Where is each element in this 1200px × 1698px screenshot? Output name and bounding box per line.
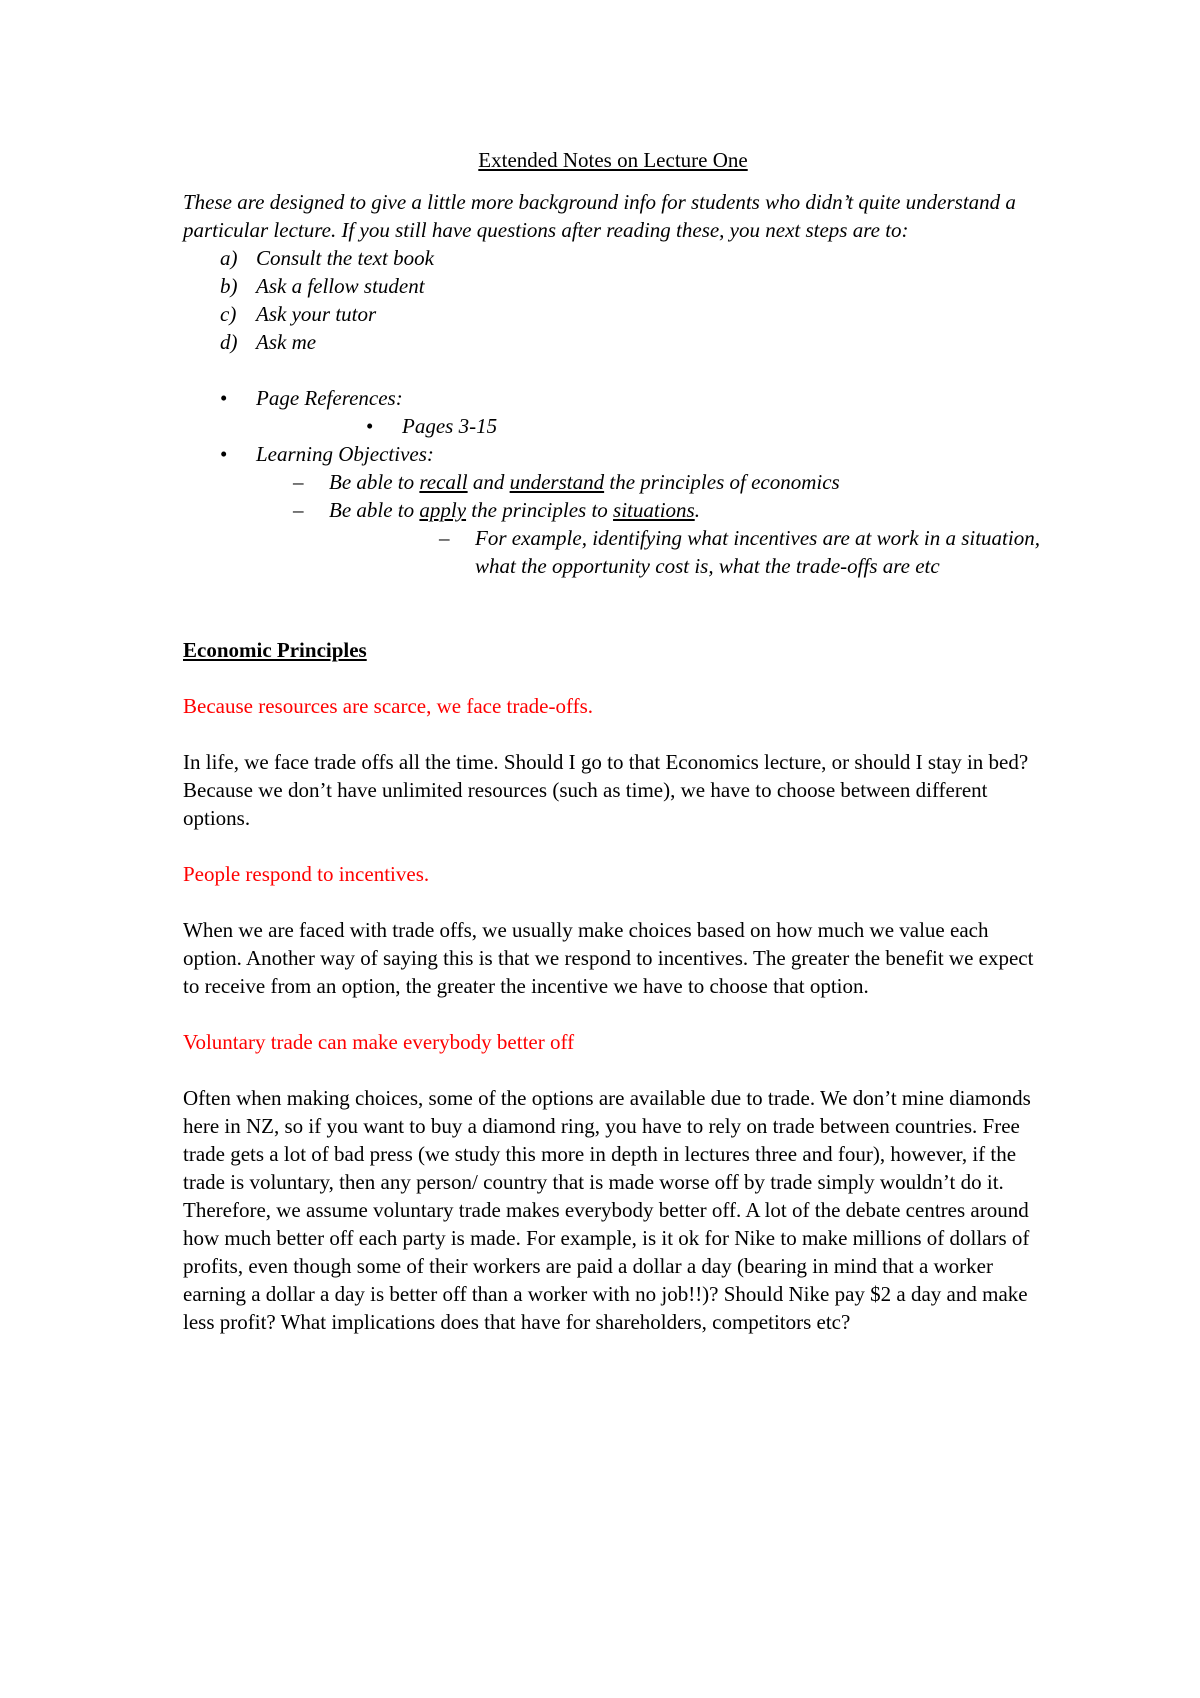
- objective-keyword-recall: recall: [419, 470, 468, 494]
- document-content: [183, 146, 1043, 1336]
- objective-text-part: the principles to: [466, 498, 614, 522]
- next-step-item: [183, 300, 1043, 328]
- objective-example-item: [256, 524, 1040, 580]
- objective-example-text: For example, identifying what incentives are at work in a situation, what the opportunity cost is, what the trade-offs are etc: [475, 526, 1040, 578]
- page-references-sublist: [256, 412, 1043, 440]
- spacer: [183, 580, 1043, 636]
- summary-bullet-list: [183, 384, 1043, 580]
- spacer: [183, 720, 1043, 748]
- document-title: Extended Notes on Lecture One: [478, 148, 748, 172]
- intro-paragraph: These are designed to give a little more background info for students who didn’t quite understand a particular lecture. If you still have questions after reading these, you next steps are to:: [183, 190, 1016, 242]
- objective-text-part: and: [467, 470, 510, 494]
- principle-body: When we are faced with trade offs, we usually make choices based on how much we value each option. Another way of saying this is that we respond to incentives. The greater the benefit we expect to receive from an option, the greater the incentive we have to choose that option.: [183, 918, 1034, 998]
- principle-heading: Because resources are scarce, we face trade-offs.: [183, 694, 594, 718]
- objective-text-part: Be able to: [329, 498, 420, 522]
- objective-keyword-situations: situations: [613, 498, 695, 522]
- objective-text-part: .: [694, 498, 700, 522]
- list-marker: b): [220, 274, 238, 298]
- spacer: [183, 356, 1043, 384]
- spacer: [183, 1056, 1043, 1084]
- page-references-label: Page References:: [256, 386, 403, 410]
- principle-body: In life, we face trade offs all the time. Should I go to that Economics lecture, or should I stay in bed? Because we don’t have unlimited resources (such as time), we have to choose between different options.: [183, 750, 1029, 830]
- page-references-value: Pages 3-15: [402, 414, 498, 438]
- spacer: [183, 888, 1043, 916]
- dash-marker: –: [439, 526, 450, 550]
- objective-example-sublist: [329, 524, 1043, 580]
- objective-text: [329, 470, 840, 494]
- objective-keyword-apply: apply: [419, 498, 467, 522]
- objective-text: [329, 498, 700, 522]
- objective-keyword-understand: understand: [509, 470, 605, 494]
- dash-marker: –: [293, 470, 304, 494]
- bullet-marker: •: [220, 442, 228, 466]
- principle-body: Often when making choices, some of the options are available due to trade. We don’t mine diamonds here in NZ, so if you want to buy a diamond ring, you have to rely on trade between countries. Free trade gets a lot of bad press (we study this more in depth in lectures three and four), however, if the trade is voluntary, then any person/ country that is made worse off by trade simply wouldn’t do it. Therefore, we assume voluntary trade makes everybody better off. A lot of the debate centres around how much better off each party is made. For example, is it ok for Nike to make millions of dollars of profits, even though some of their workers are paid a dollar a day (bearing in mind that a worker earning a dollar a day is better off than a worker with no job!!)? Should Nike pay $2 a day and make less profit? What implications does that have for shareholders, competitors etc?: [183, 1086, 1031, 1334]
- next-step-text: Ask me: [256, 330, 317, 354]
- learning-objectives-label: Learning Objectives:: [256, 442, 434, 466]
- learning-objectives-sublist: [256, 468, 1043, 580]
- next-step-item: [183, 328, 1043, 356]
- principle-heading: Voluntary trade can make everybody better off: [183, 1030, 575, 1054]
- dash-marker: –: [293, 498, 304, 522]
- objective-item: [256, 496, 1043, 580]
- objective-text-part: Be able to: [329, 470, 420, 494]
- next-step-text: Ask a fellow student: [256, 274, 425, 298]
- next-step-text: Ask your tutor: [256, 302, 377, 326]
- learning-objectives-item: [183, 440, 1043, 580]
- spacer: [183, 1000, 1043, 1028]
- spacer: [183, 832, 1043, 860]
- bullet-marker: •: [366, 414, 374, 438]
- principle-heading: People respond to incentives.: [183, 862, 430, 886]
- list-marker: a): [220, 246, 238, 270]
- section-heading: Economic Principles: [183, 638, 367, 662]
- list-marker: d): [220, 330, 238, 354]
- page-references-item: [183, 384, 1043, 440]
- page-references-value-item: [183, 412, 1043, 440]
- next-step-text: Consult the text book: [256, 246, 434, 270]
- list-marker: c): [220, 302, 237, 326]
- next-steps-list: [183, 244, 1043, 356]
- next-step-item: [183, 244, 1043, 272]
- next-step-item: [183, 272, 1043, 300]
- bullet-marker: •: [220, 386, 228, 410]
- objective-item: [256, 468, 1043, 496]
- objective-text-part: the principles of economics: [604, 470, 840, 494]
- spacer: [183, 664, 1043, 692]
